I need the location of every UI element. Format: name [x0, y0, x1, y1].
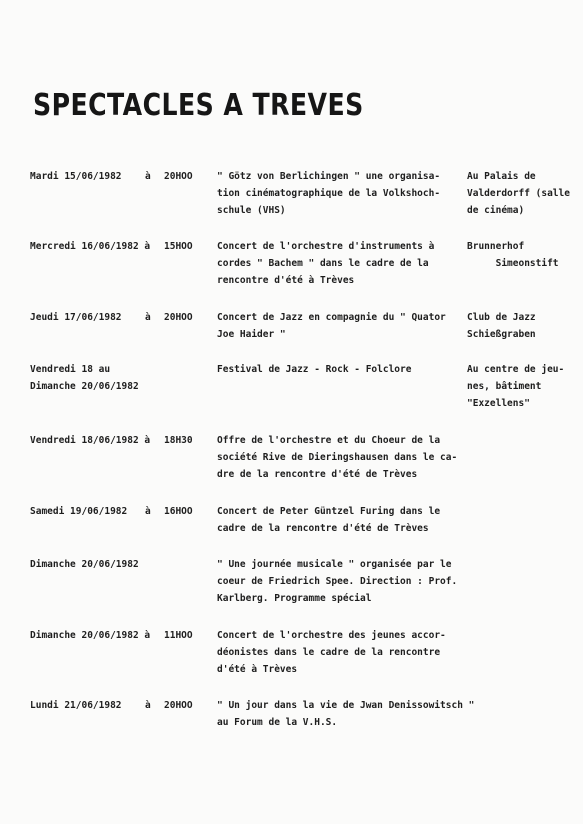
event-description: " Götz von Berlichingen " une organisa- tion cinématographique de la Volkshoch- schule (VHS)	[217, 171, 441, 216]
event-description: Offre de l'orchestre et du Choeur de la société Rive de Dieringshausen dans le ca- dre de la rencontre d'été de Trèves	[217, 435, 458, 480]
event-time: 15HOO	[164, 241, 193, 252]
event-description: Concert de Jazz en compagnie du " Quator Joe Haider "	[217, 312, 446, 340]
event-date: Vendredi 18 au Dimanche 20/06/1982	[30, 364, 139, 392]
event-date: Samedi 19/06/1982	[30, 506, 128, 517]
event-time: 11HOO	[164, 630, 193, 641]
event-place: Au Palais de Valderdorff (salle de cinéma)	[467, 171, 570, 216]
event-date: Dimanche 20/06/1982 à	[30, 630, 151, 641]
event-place: Brunnerhof Simeonstift	[467, 241, 559, 269]
event-time: 18H30	[164, 435, 193, 446]
event-description: Concert de Peter Güntzel Furing dans le cadre de la rencontre d'été de Trèves	[217, 506, 441, 534]
event-a: à	[145, 171, 151, 182]
event-time: 20HOO	[164, 171, 193, 182]
event-date: Dimanche 20/06/1982	[30, 559, 139, 570]
event-place: Au centre de jeu- nes, bâtiment "Exzellens"	[467, 364, 565, 409]
event-date: Mercredi 16/06/1982 à	[30, 241, 151, 252]
event-time: 20HOO	[164, 312, 193, 323]
event-description: Concert de l'orchestre des jeunes accor- déonistes dans le cadre de la rencontre d'été à Trèves	[217, 630, 446, 675]
event-time: 16HOO	[164, 506, 193, 517]
event-description: " Une journée musicale " organisée par le coeur de Friedrich Spee. Direction : Prof. Karlberg. Programme spécial	[217, 559, 458, 604]
event-time: 20HOO	[164, 700, 193, 711]
event-date: Lundi 21/06/1982	[30, 700, 122, 711]
event-description: " Un jour dans la vie de Jwan Denissowitsch " au Forum de la V.H.S.	[217, 700, 475, 728]
page-title: SPECTACLES A TREVES	[33, 88, 364, 123]
event-a: à	[145, 506, 151, 517]
event-date: Mardi 15/06/1982	[30, 171, 122, 182]
event-a: à	[145, 700, 151, 711]
event-place: Club de Jazz Schießgraben	[467, 312, 536, 340]
event-date: Vendredi 18/06/1982 à	[30, 435, 151, 446]
event-description: Concert de l'orchestre d'instruments à cordes " Bachem " dans le cadre de la rencontre d'été à Trèves	[217, 241, 435, 286]
event-date: Jeudi 17/06/1982	[30, 312, 122, 323]
event-description: Festival de Jazz - Rock - Folclore	[217, 364, 412, 375]
event-a: à	[145, 312, 151, 323]
